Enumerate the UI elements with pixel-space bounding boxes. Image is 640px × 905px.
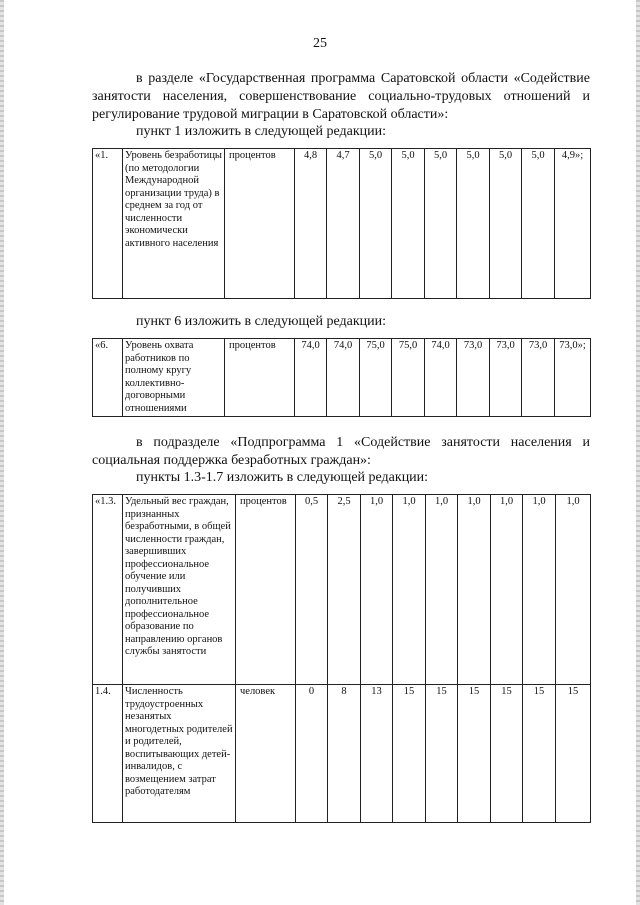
value-cell: 5,0 bbox=[392, 149, 425, 299]
value-cell: 1,0 bbox=[361, 495, 393, 685]
value-cell: 73,0 bbox=[522, 339, 555, 417]
intro-paragraph bbox=[92, 70, 590, 124]
value-cell: 5,0 bbox=[522, 149, 555, 299]
unit-cell: процентов bbox=[225, 339, 295, 417]
page-number: 25 bbox=[313, 36, 327, 51]
value-cell: 5,0 bbox=[490, 149, 522, 299]
value-cell: 1,0 bbox=[458, 495, 491, 685]
point1-label: пункт 1 изложить в следующей редакции: bbox=[136, 124, 386, 139]
value-cell: 74,0 bbox=[295, 339, 327, 417]
point6-label: пункт 6 изложить в следующей редакции: bbox=[136, 314, 386, 329]
value-cell: 15 bbox=[491, 685, 523, 823]
value-cell: 5,0 bbox=[360, 149, 392, 299]
value-cell: 4,7 bbox=[327, 149, 360, 299]
scan-edge-left bbox=[0, 0, 4, 905]
points-label: пункты 1.3-1.7 изложить в следующей редакции: bbox=[136, 470, 429, 485]
row-number: «1.3. bbox=[93, 495, 123, 685]
unit-cell: процентов bbox=[236, 495, 296, 685]
value-cell: 15 bbox=[458, 685, 491, 823]
scan-edge-right bbox=[636, 0, 640, 905]
table-points-1-3-1-7 bbox=[92, 494, 591, 823]
value-cell: 5,0 bbox=[425, 149, 457, 299]
value-cell: 1,0 bbox=[393, 495, 426, 685]
value-cell: 73,0 bbox=[490, 339, 522, 417]
value-cell: 73,0 bbox=[457, 339, 490, 417]
table-row bbox=[93, 495, 591, 685]
value-cell: 75,0 bbox=[392, 339, 425, 417]
row-number: «6. bbox=[93, 339, 123, 417]
subprogram-text: в подразделе «Подпрограмма 1 «Содействие занятости населения и социальная поддержка безработных граждан»: bbox=[92, 435, 590, 468]
value-cell: 73,0»; bbox=[555, 339, 591, 417]
value-cell: 4,8 bbox=[295, 149, 327, 299]
value-cell: 13 bbox=[361, 685, 393, 823]
value-cell: 2,5 bbox=[328, 495, 361, 685]
value-cell: 15 bbox=[393, 685, 426, 823]
table-point6 bbox=[92, 338, 591, 417]
value-cell: 15 bbox=[523, 685, 556, 823]
value-cell: 5,0 bbox=[457, 149, 490, 299]
table-row bbox=[93, 685, 591, 823]
value-cell: 8 bbox=[328, 685, 361, 823]
indicator-name: Численность трудоустроенных незанятых многодетных родителей и родителей, воспитывающих детей-инвалидов, с возмещением затрат работодателям bbox=[123, 685, 236, 823]
value-cell: 74,0 bbox=[425, 339, 457, 417]
subprogram-paragraph bbox=[92, 434, 590, 470]
row-number: 1.4. bbox=[93, 685, 123, 823]
value-cell: 1,0 bbox=[491, 495, 523, 685]
value-cell: 15 bbox=[556, 685, 591, 823]
value-cell: 74,0 bbox=[327, 339, 360, 417]
value-cell: 75,0 bbox=[360, 339, 392, 417]
value-cell: 15 bbox=[426, 685, 458, 823]
row-number: «1. bbox=[93, 149, 123, 299]
value-cell: 1,0 bbox=[523, 495, 556, 685]
value-cell: 4,9»; bbox=[555, 149, 591, 299]
indicator-name: Уровень охвата работников по полному кругу коллективно-договорными отношениями bbox=[123, 339, 225, 417]
table-row bbox=[93, 339, 591, 417]
value-cell: 0 bbox=[296, 685, 328, 823]
table-row bbox=[93, 149, 591, 299]
value-cell: 1,0 bbox=[426, 495, 458, 685]
value-cell: 0,5 bbox=[296, 495, 328, 685]
unit-cell: человек bbox=[236, 685, 296, 823]
value-cell: 1,0 bbox=[556, 495, 591, 685]
indicator-name: Удельный вес граждан, признанных безработными, в общей численности граждан, завершивших профессиональное обучение или получивших дополнительное профессиональное образование по направлению органов службы занятости bbox=[123, 495, 236, 685]
table-point1 bbox=[92, 148, 591, 299]
intro-text: в разделе «Государственная программа Саратовской области «Содействие занятости населения, совершенствование социально-трудовых отношений и регулирование трудовой миграции в Саратовской области»: bbox=[92, 71, 590, 122]
indicator-name: Уровень безработицы (по методологии Международной организации труда) в среднем за год от численности экономически активного населения bbox=[123, 149, 225, 299]
unit-cell: процентов bbox=[225, 149, 295, 299]
